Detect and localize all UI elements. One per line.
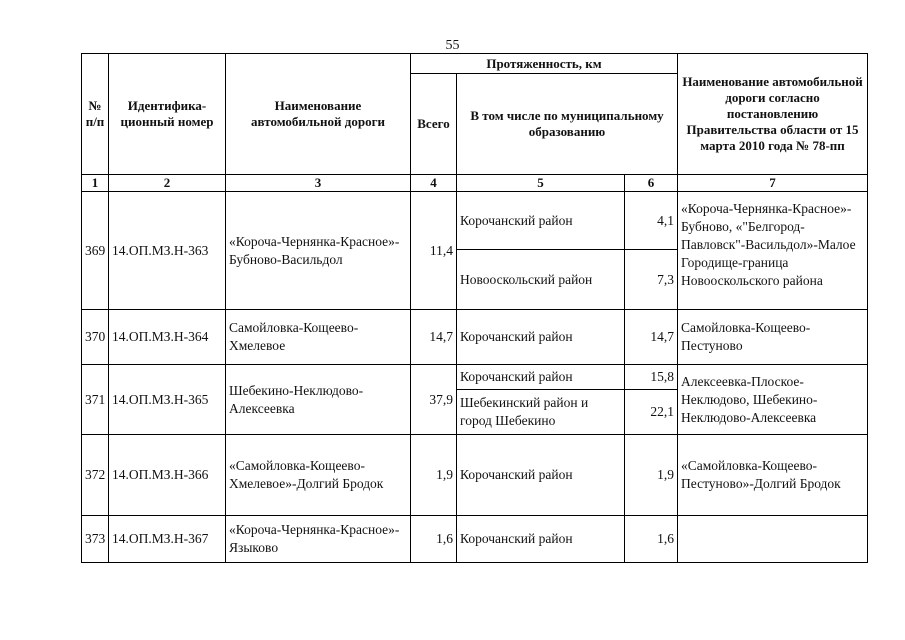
- row-district-km: 15,8: [625, 365, 678, 390]
- row-total-km: 11,4: [411, 192, 457, 310]
- row-id: 14.ОП.МЗ.Н-364: [109, 310, 226, 365]
- row-road-name: Самойловка-Кощеево-Хмелевое: [226, 310, 411, 365]
- row-total-km: 14,7: [411, 310, 457, 365]
- row-district-km: 4,1: [625, 192, 678, 250]
- column-number: 5: [457, 175, 625, 192]
- page-number: 55: [445, 38, 460, 53]
- column-number: 1: [82, 175, 109, 192]
- row-num: 369: [82, 192, 109, 310]
- row-district: Шебекинский район и город Шебекино: [457, 390, 625, 435]
- row-district-km: 22,1: [625, 390, 678, 435]
- column-number: 2: [109, 175, 226, 192]
- header-total: Всего: [411, 74, 457, 175]
- row-total-km: 1,6: [411, 516, 457, 563]
- row-id: 14.ОП.МЗ.Н-365: [109, 365, 226, 435]
- header-length-group: Протяженность, км: [411, 54, 678, 74]
- table-row: [82, 365, 868, 390]
- row-district: Корочанский район: [457, 365, 625, 390]
- row-num: 372: [82, 435, 109, 516]
- row-district-km: 1,6: [625, 516, 678, 563]
- header-num: № п/п: [82, 54, 109, 175]
- row-district-km: 1,9: [625, 435, 678, 516]
- row-road-name: «Самойловка-Кощеево-Хмелевое»-Долгий Бродок: [226, 435, 411, 516]
- row-id: 14.ОП.МЗ.Н-363: [109, 192, 226, 310]
- column-number: 7: [678, 175, 868, 192]
- row-district: Корочанский район: [457, 192, 625, 250]
- row-resolution-name: Самойловка-Кощеево-Пестуново: [678, 310, 868, 365]
- row-district-km: 7,3: [625, 250, 678, 310]
- row-num: 371: [82, 365, 109, 435]
- column-number: 4: [411, 175, 457, 192]
- table-row: [82, 192, 868, 250]
- table-row: [82, 516, 868, 563]
- roads-register-table: [81, 53, 868, 563]
- column-number: 6: [625, 175, 678, 192]
- row-resolution-name: «Короча-Чернянка-Красное»-Бубново, «"Белгород-Павловск"-Васильдол»-Малое Городище-граница Новооскольского района: [678, 192, 868, 310]
- row-resolution-name: [678, 516, 868, 563]
- header-road-name: Наименование автомобильной дороги: [226, 54, 411, 175]
- row-num: 373: [82, 516, 109, 563]
- row-district: Корочанский район: [457, 516, 625, 563]
- row-total-km: 37,9: [411, 365, 457, 435]
- header-resolution-name: Наименование автомобильной дороги согласно постановлению Правительства области от 15 марта 2010 года № 78-пп: [678, 54, 868, 175]
- row-road-name: «Короча-Чернянка-Красное»-Бубново-Васильдол: [226, 192, 411, 310]
- row-road-name: «Короча-Чернянка-Красное»-Языково: [226, 516, 411, 563]
- row-id: 14.ОП.МЗ.Н-367: [109, 516, 226, 563]
- table-row: [82, 435, 868, 516]
- column-number: 3: [226, 175, 411, 192]
- row-district-km: 14,7: [625, 310, 678, 365]
- row-resolution-name: Алексеевка-Плоское-Неклюдово, Шебекино-Неклюдово-Алексеевка: [678, 365, 868, 435]
- table-row: [82, 310, 868, 365]
- header-id: Идентифика-ционный номер: [109, 54, 226, 175]
- row-district: Корочанский район: [457, 310, 625, 365]
- row-road-name: Шебекино-Неклюдово-Алексеевка: [226, 365, 411, 435]
- row-district: Корочанский район: [457, 435, 625, 516]
- row-total-km: 1,9: [411, 435, 457, 516]
- row-resolution-name: «Самойловка-Кощеево-Пестуново»-Долгий Бродок: [678, 435, 868, 516]
- row-district: Новооскольский район: [457, 250, 625, 310]
- row-id: 14.ОП.МЗ.Н-366: [109, 435, 226, 516]
- header-including: В том числе по муниципальному образованию: [457, 74, 678, 175]
- row-num: 370: [82, 310, 109, 365]
